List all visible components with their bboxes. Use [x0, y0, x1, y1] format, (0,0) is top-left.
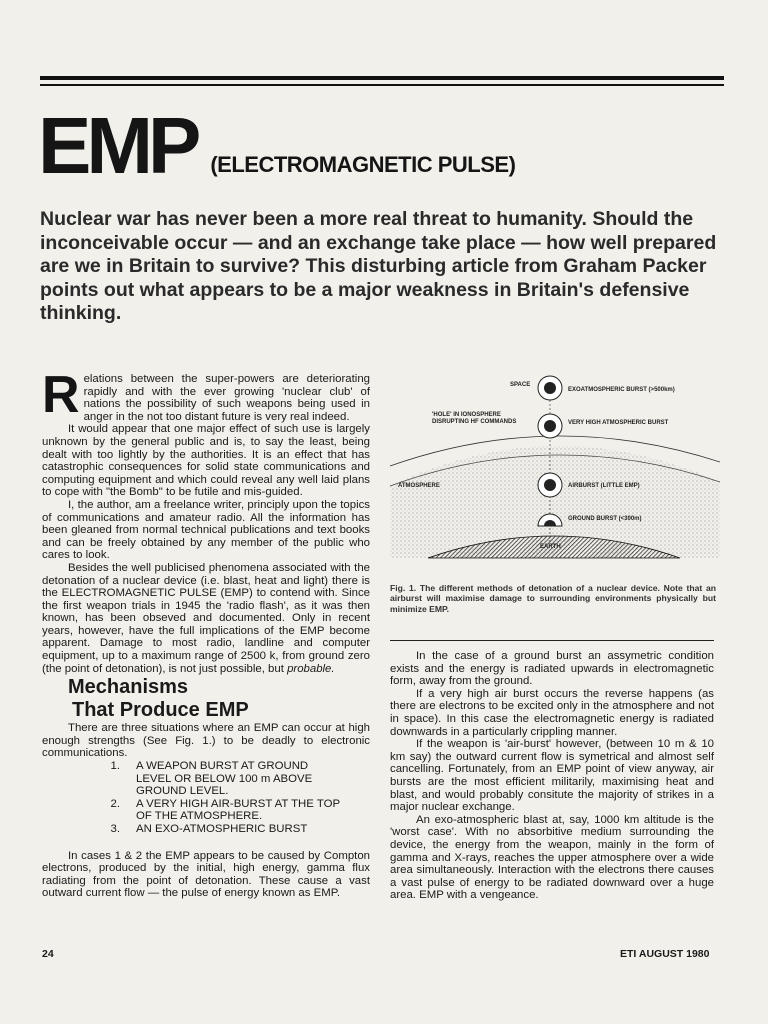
page-number: 24 [42, 948, 54, 960]
paragraph-text: Besides the well publicised phenomena associated with the detonation of a nuclear device (i.e. blast, heat and light) there is the ELECTROMAGNETIC PULSE (EMP) to contend with. Since the first weapon trials in 1945 the 'radio flash', as it was then known, has been obseved and documented. Only in recent years, however, have the full implications of the EMP become apparent. Damage to most radio, landline and computer equipment, up to a maximum range of 2500 k, from ground zero (the point of detonation), is not just possible, but [42, 561, 370, 675]
paragraph: I, the author, am a freelance writer, principly upon the topics of communications and amateur radio. All the information has been gleaned from normal technical publications and text books and can be freely obtained by any member of the public who cares to look. [42, 498, 370, 562]
intro-text: elations between the super-powers are deteriorating rapidly and with the ever growing 'nuclear club' of nations the possibility of such weapons being used in anger in the not too distant future is very real indeed. [83, 373, 370, 423]
page-title: EMP [38, 101, 197, 190]
standfirst: Nuclear war has never been a more real threat to humanity. Should the inconceivable occur — and an exchange take place — how well prepared are we in Britain to survive? This disturbing article from Graham Packer points out what appears to be a major weakness in Britain's defensive thinking. [40, 208, 717, 325]
list-number: 3. [110, 823, 120, 835]
top-rule-thin [40, 84, 724, 86]
list-text: A WEAPON BURST AT GROUND LEVEL OR BELOW 100 m ABOVE GROUND LEVEL. [136, 760, 313, 798]
section-heading: Mechanisms [68, 676, 189, 699]
section-heading-line2: That Produce EMP [72, 699, 249, 722]
paragraph: There are three situations where an EMP can occur at high enough strengths (See Fig. 1.) to be deadly to electronic communications. [42, 722, 370, 760]
paragraph: If a very high air burst occurs the reverse happens (as there are electrons to be excited only in the atmosphere and not in space). In this case the electromagnetic energy is radiated downwards in a particularly crippling manner. [390, 687, 714, 738]
list-number: 1. [110, 760, 120, 773]
list-number: 2. [110, 797, 120, 810]
right-column [390, 650, 714, 902]
list-item [42, 798, 370, 823]
left-column [42, 366, 370, 900]
dropcap: R [42, 366, 80, 424]
paragraph: In the case of a ground burst an assymetric condition exists and the energy is radiated upwards in electromagnetic form, away from the ground. [390, 650, 714, 688]
very-high-burst-icon [538, 414, 562, 438]
title-block [38, 101, 516, 190]
list-item [42, 760, 370, 798]
label-exo: EXOATMOSPHERIC BURST (>500km) [568, 387, 675, 393]
list-text: A VERY HIGH AIR-BURST AT THE TOP OF THE ATMOSPHERE. [136, 797, 340, 823]
caption-divider [390, 640, 714, 641]
page-subtitle: (ELECTROMAGNETIC PULSE) [210, 152, 516, 177]
label-airburst: AIRBURST (LITTLE EMP) [568, 483, 640, 489]
label-very-high: VERY HIGH ATMOSPHERIC BURST [568, 420, 669, 426]
list-item [42, 823, 370, 836]
airburst-icon [538, 473, 562, 497]
label-atmosphere: ATMOSPHERE [398, 483, 440, 489]
top-rule-thick [40, 76, 724, 80]
list-text: AN EXO-ATMOSPHERIC BURST [136, 823, 308, 835]
label-earth: EARTH [540, 544, 561, 550]
label-hole-2: DISRUPTING HF COMMANDS [432, 419, 517, 425]
paragraph: In cases 1 & 2 the EMP appears to be caused by Compton electrons, produced by the initial, high energy, gamma flux radiating from the point of detonation. These cause a vast outward current flow — the pulse of energy known as EMP. [42, 849, 370, 900]
emphasis: probable. [287, 662, 335, 675]
issue-label: ETI AUGUST 1980 [620, 948, 710, 960]
numbered-list [42, 760, 370, 836]
figure-diagram [388, 368, 720, 572]
label-ground: GROUND BURST (<300m) [568, 516, 642, 522]
paragraph: It would appear that one major effect of such use is largely unknown by the general public and is, to say the least, being dealt with too lightly by the authorities. It is an effect that has catastrophic consequences for solid state communications and computing equipment and which could reveal any well laid plans to cope with "the Bomb" to be futile and mis-guided. [42, 423, 370, 499]
figure-caption: Fig. 1. The different methods of detonation of a nuclear device. Note that an airburst will maximise damage to surrounding environments physically but minimize EMP. [390, 583, 716, 614]
label-space: SPACE [510, 382, 531, 388]
intro-paragraph [42, 366, 370, 424]
paragraph: An exo-atmospheric blast at, say, 1000 km altitude is the 'worst case'. With no absorbitive medium surrounding the device, the energy from the weapon, mainly in the form of gamma and X-rays, reaches the upper atmosphere over a wide area simultaneously. Interaction with the electrons there causes a vast pulse of energy to be radiated downward over a huge area. EMP with a vengeance. [390, 813, 714, 902]
label-hole-1: 'HOLE' IN IONOSPHERE [432, 412, 501, 418]
paragraph: If the weapon is 'air-burst' however, (between 10 m & 10 km say) the outward current flow is symetrical and almost self cancelling. Fortunately, from an EMP point of view anyway, air bursts are the most efficient militarily, maximising heat and blast, and would probably consitute the majority of strikes in a major nuclear exchange. [390, 738, 714, 814]
exo-burst-icon [538, 376, 562, 400]
paragraph [42, 562, 370, 675]
